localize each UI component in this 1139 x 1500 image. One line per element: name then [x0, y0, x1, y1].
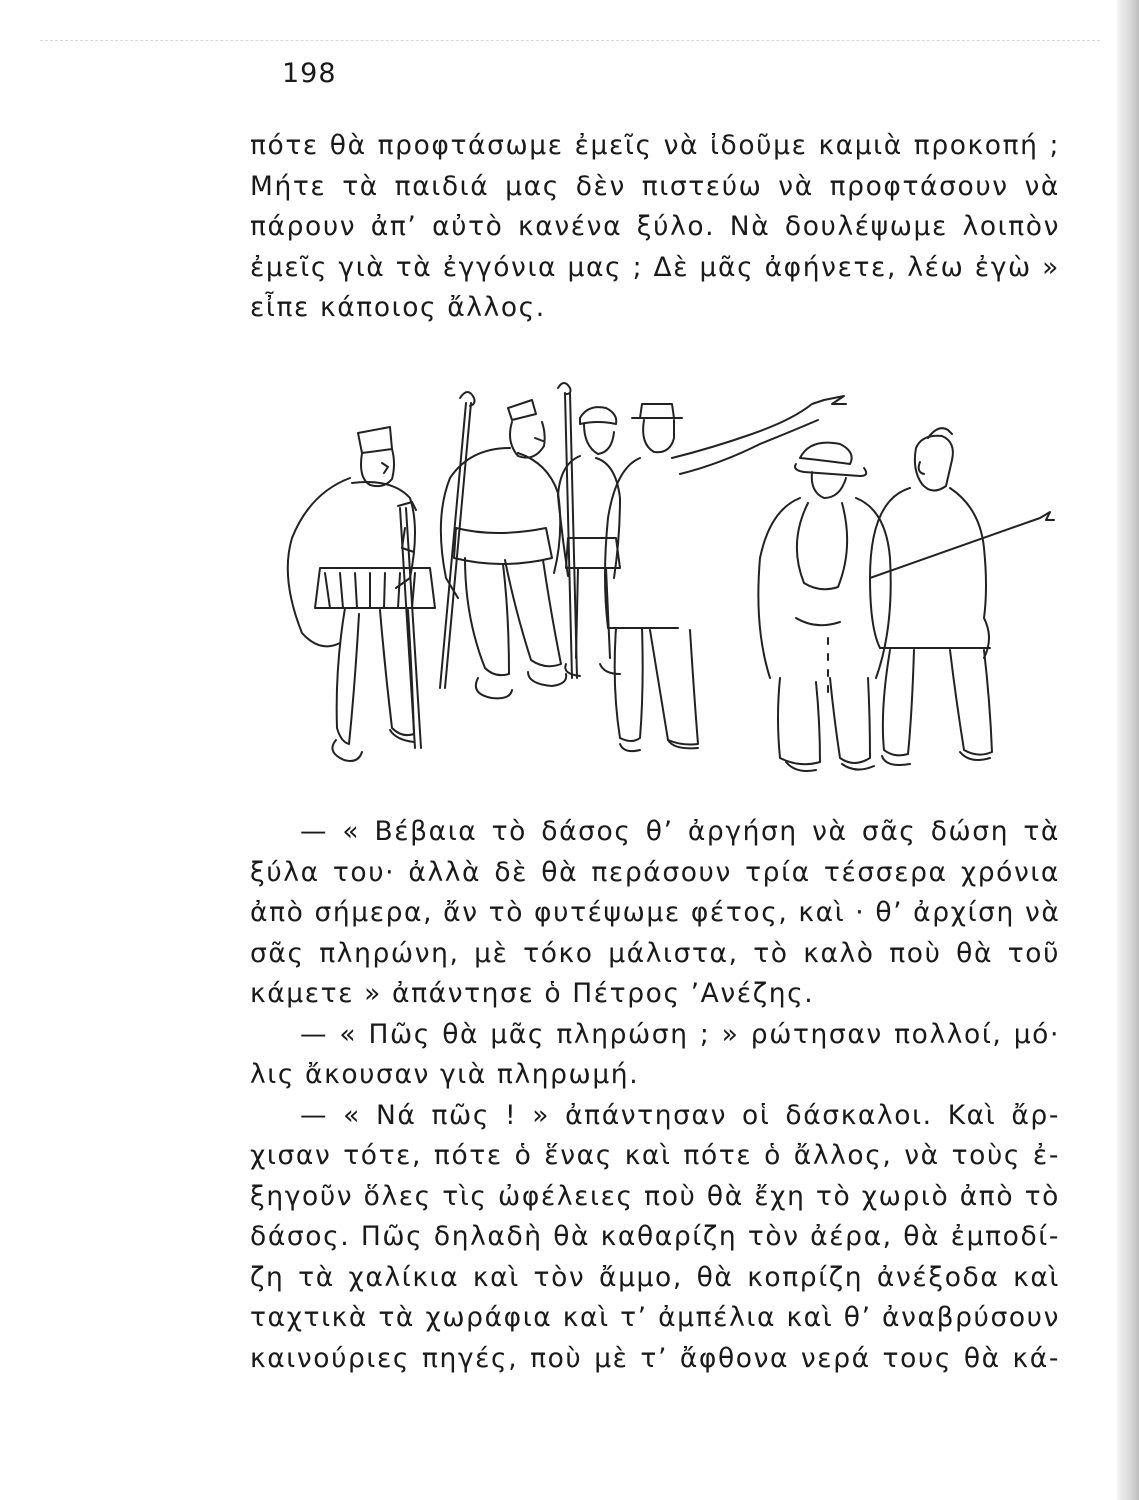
text-line: λις ἄκουσαν γιὰ πληρωμή.: [250, 1059, 640, 1090]
figure-stick-man: [870, 428, 1054, 765]
text-line: χισαν τότε, πότε ὁ ἕνας καὶ πότε ὁ ἄλλος, νὰ τοὺς ἐ-: [250, 1140, 1060, 1171]
page-top-edge: [40, 40, 1100, 41]
text-line: — « Βέβαια τὸ δάσος θ’ ἀργήση νὰ σᾶς δώση τὰ: [300, 816, 1060, 847]
figure-pointing-man: [605, 396, 846, 751]
text-line: καινούριες πηγές, ποὺ μὲ τ’ ἄφθονα νερά τους θὰ κά-: [250, 1342, 1060, 1374]
text-line: εἶπε κάποιος ἄλλος.: [250, 292, 546, 323]
text-line: ξηγοῦν ὅλες τὶς ὠφέλειες ποὺ θὰ ἔχη τὸ χωριὸ ἀπὸ τὸ: [250, 1180, 1060, 1212]
text-line: ἀπὸ σήμερα, ἄν τὸ φυτέψωμε φέτος, καὶ · θ’ ἀρχίση νὰ: [250, 897, 1061, 928]
text-line: πότε θὰ προφτάσωμε ἐμεῖς νὰ ἰδοῦμε καμιὰ προκοπή ;: [250, 130, 1060, 161]
paragraph-bottom: [250, 812, 1060, 1379]
text-line: — « Πῶς θὰ μᾶς πληρώση ; » ρώτησαν πολλοί, μό·: [300, 1018, 1060, 1050]
text-line: κάμετε » ἀπάντησε ὁ Πέτρος ’Ανέζης.: [250, 978, 815, 1009]
text-line: Μήτε τὰ παιδιά μας δὲν πιστεύω νὰ προφτάσουν νὰ: [250, 170, 1060, 202]
text-line: ξύλα του· ἀλλὰ δὲ θὰ περάσουν τρία τέσσερα χρόνια: [250, 856, 1060, 888]
villagers-illustration: [260, 378, 1060, 783]
page-edge-shadow: [1117, 0, 1139, 1500]
villagers-drawing: [260, 378, 1060, 783]
text-line: σᾶς πληρώνη, μὲ τόκο μάλιστα, τὸ καλὸ ποὺ θὰ τοῦ: [250, 937, 1060, 969]
text-line: ζη τὰ χαλίκια καὶ τὸν ἄμμο, θὰ κοπρίζη ἀνέξοδα καὶ: [250, 1261, 1060, 1293]
paragraph-top: [250, 126, 1060, 329]
figure-caped-man: [288, 427, 435, 761]
text-line: δάσος. Πῶς δηλαδὴ θὰ καθαρίζη τὸν ἀέρα, θὰ ἐμποδί-: [250, 1221, 1060, 1252]
figure-staff-man: [440, 392, 566, 698]
page-number: 198: [282, 58, 337, 89]
text-line: πάρουν ἀπ’ αὐτὸ κανένα ξύλο. Νὰ δουλέψωμε λοιπὸν: [250, 211, 1060, 242]
text-line: — « Νά πῶς ! » ἀπάντησαν οἱ δάσκαλοι. Καὶ ἄρ-: [300, 1099, 1060, 1131]
text-line: ἐμεῖς γιὰ τὰ ἐγγόνια μας ; Δὲ μᾶς ἀφήνετε, λέω ἐγὼ »: [250, 251, 1060, 283]
text-line: ταχτικὰ τὰ χωράφια καὶ τ’ ἀμπέλια καὶ θ’ ἀναβρύσουν: [250, 1302, 1060, 1333]
figure-hat-man: [558, 383, 620, 678]
